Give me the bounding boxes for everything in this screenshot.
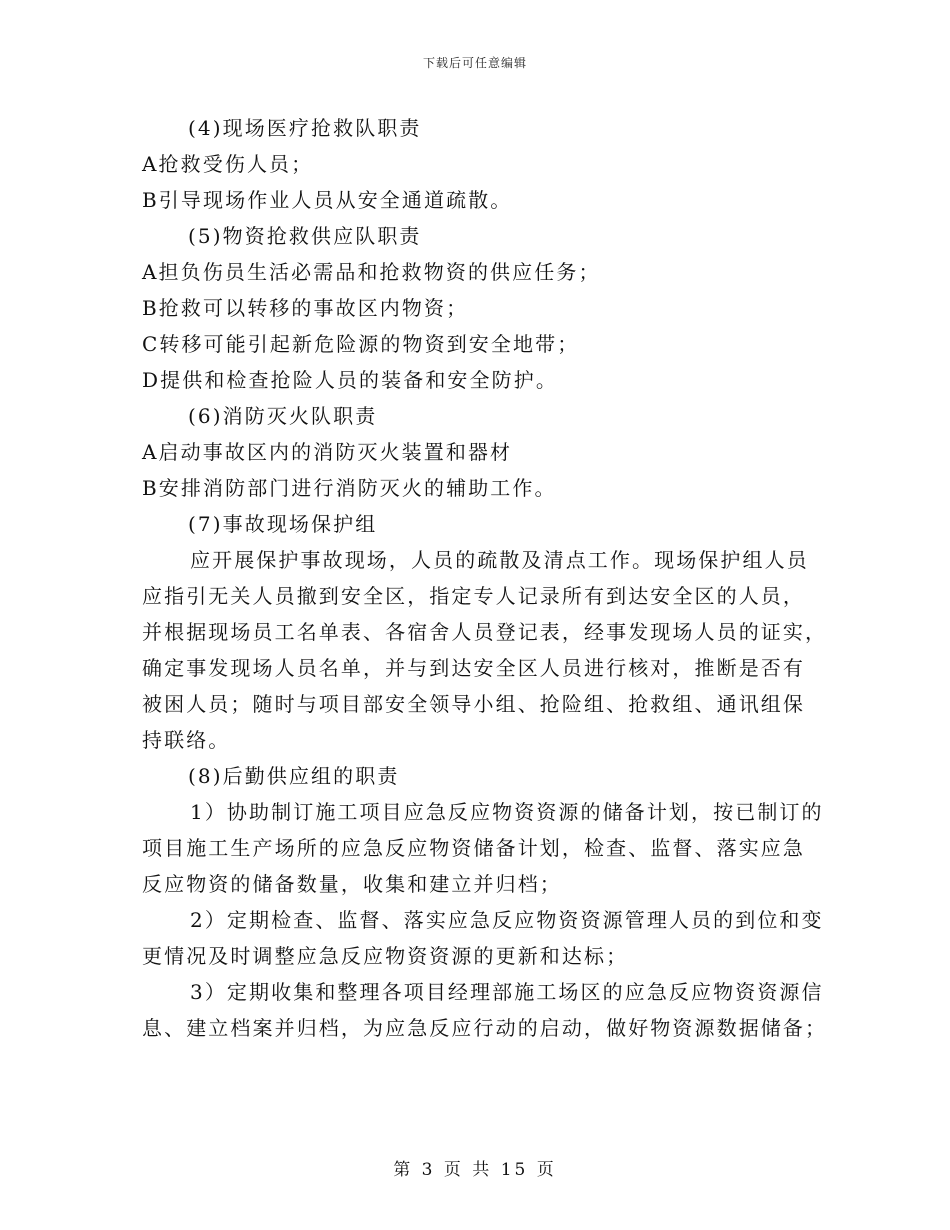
text-line: D提供和检查抢险人员的装备和安全防护。 <box>142 368 558 392</box>
page-footer: 第 3 页 共 15 页 <box>393 1160 557 1180</box>
text-line: 更情况及时调整应急反应物资资源的更新和达标； <box>142 944 629 968</box>
text-line: (7)事故现场保护组 <box>188 512 378 536</box>
text-line: 并根据现场员工名单表、各宿舍人员登记表，经事发现场人员的证实， <box>142 620 828 644</box>
text-line: 项目施工生产场所的应急反应物资储备计划，检查、监督、落实应急 <box>142 836 805 860</box>
text-line: B抢救可以转移的事故区内物资； <box>142 296 469 320</box>
text-line: 2）定期检查、监督、落实应急反应物资资源管理人员的到位和变 <box>190 908 824 932</box>
text-line: A启动事故区内的消防灭火装置和器材 <box>142 440 513 464</box>
text-line: B引导现场作业人员从安全通道疏散。 <box>142 188 513 212</box>
text-line: (4)现场医疗抢救队职责 <box>188 116 422 140</box>
text-line: 被困人员；随时与项目部安全领导小组、抢险组、抢救组、通讯组保 <box>142 692 805 716</box>
text-line: 持联络。 <box>142 728 231 752</box>
text-line: 反应物资的储备数量，收集和建立并归档； <box>142 872 562 896</box>
page-header: 下载后可任意编辑 <box>422 56 527 70</box>
document-body <box>142 110 828 1046</box>
text-line: (8)后勤供应组的职责 <box>188 764 400 788</box>
text-line: 应指引无关人员撤到安全区，指定专人记录所有到达安全区的人员， <box>142 584 805 608</box>
text-line: 1）协助制订施工项目应急反应物资资源的储备计划，按已制订的 <box>190 800 824 824</box>
text-line: C转移可能引起新危险源的物资到安全地带； <box>142 332 580 356</box>
text-line: 确定事发现场人员名单，并与到达安全区人员进行核对，推断是否有 <box>142 656 805 680</box>
text-line: 3）定期收集和整理各项目经理部施工场区的应急反应物资资源信 <box>190 980 824 1004</box>
text-line: (5)物资抢救供应队职责 <box>188 224 422 248</box>
text-line: 应开展保护事故现场，人员的疏散及清点工作。现场保护组人员 <box>190 548 809 572</box>
text-line: B安排消防部门进行消防灭火的辅助工作。 <box>142 476 557 500</box>
text-line: (6)消防灭火队职责 <box>188 404 378 428</box>
text-line: 息、建立档案并归档，为应急反应行动的启动，做好物资源数据储备； <box>142 1016 828 1040</box>
text-line: A抢救受伤人员； <box>142 152 314 176</box>
text-line: A担负伤员生活必需品和抢救物资的供应任务； <box>142 260 601 284</box>
